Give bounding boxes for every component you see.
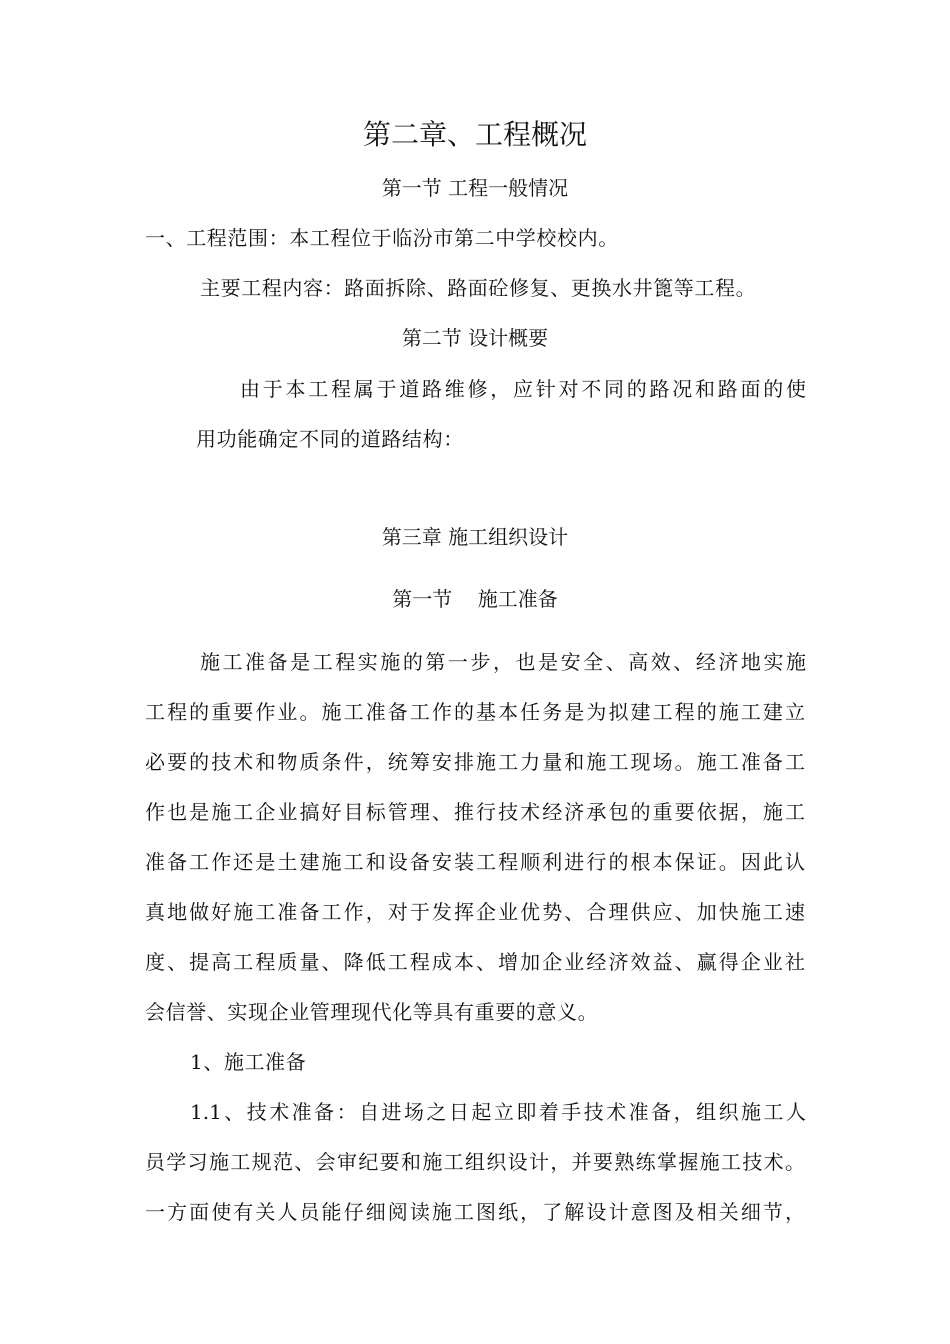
item-1-heading: 1、施工准备 — [190, 1050, 307, 1074]
item-1-1-line-2: 员学习施工规范、会审纪要和施工组织设计，并要熟练掌握施工技术。 — [145, 1150, 805, 1174]
prep-paragraph-line-5: 准备工作还是土建施工和设备安装工程顺利进行的根本保证。因此认 — [145, 850, 805, 874]
prep-paragraph-line-1: 施工准备是工程实施的第一步，也是安全、高效、经济地实施 — [200, 650, 806, 674]
chapter-2-title: 第二章、工程概况 — [362, 118, 587, 151]
prep-paragraph-line-3: 必要的技术和物质条件，统筹安排施工力量和施工现场。施工准备工 — [145, 750, 805, 774]
prep-paragraph-line-6: 真地做好施工准备工作，对于发挥企业优势、合理供应、加快施工速 — [145, 900, 805, 924]
content-line: 主要工程内容：路面拆除、路面砼修复、更换水井篦等工程。 — [200, 276, 757, 300]
prep-paragraph-line-7: 度、提高工程质量、降低工程成本、增加企业经济效益、赢得企业社 — [145, 950, 805, 974]
prep-paragraph-line-4: 作也是施工企业搞好目标管理、推行技术经济承包的重要依据，施工 — [145, 800, 805, 824]
prep-paragraph-line-2: 工程的重要作业。施工准备工作的基本任务是为拟建工程的施工建立 — [145, 700, 805, 724]
chapter-2-section-1-title: 第一节 工程一般情况 — [381, 176, 569, 200]
item-1-1-line-1: 1.1、技术准备：自进场之日起立即着手技术准备，组织施工人 — [190, 1100, 806, 1124]
design-line-2: 用功能确定不同的道路结构： — [196, 427, 464, 451]
chapter-2-section-2-title: 第二节 设计概要 — [401, 326, 549, 350]
item-1-1-line-3: 一方面使有关人员能仔细阅读施工图纸，了解设计意图及相关细节， — [145, 1200, 805, 1224]
scope-line: 一、工程范围：本工程位于临汾市第二中学校校内。 — [145, 226, 619, 250]
chapter-3-section-1-title: 第一节 施工准备 — [392, 587, 558, 611]
chapter-3-title: 第三章 施工组织设计 — [381, 525, 569, 549]
design-line-1: 由于本工程属于道路维修，应针对不同的路况和路面的使 — [240, 377, 806, 401]
prep-paragraph-line-8: 会信誉、实现企业管理现代化等具有重要的意义。 — [145, 1000, 599, 1024]
